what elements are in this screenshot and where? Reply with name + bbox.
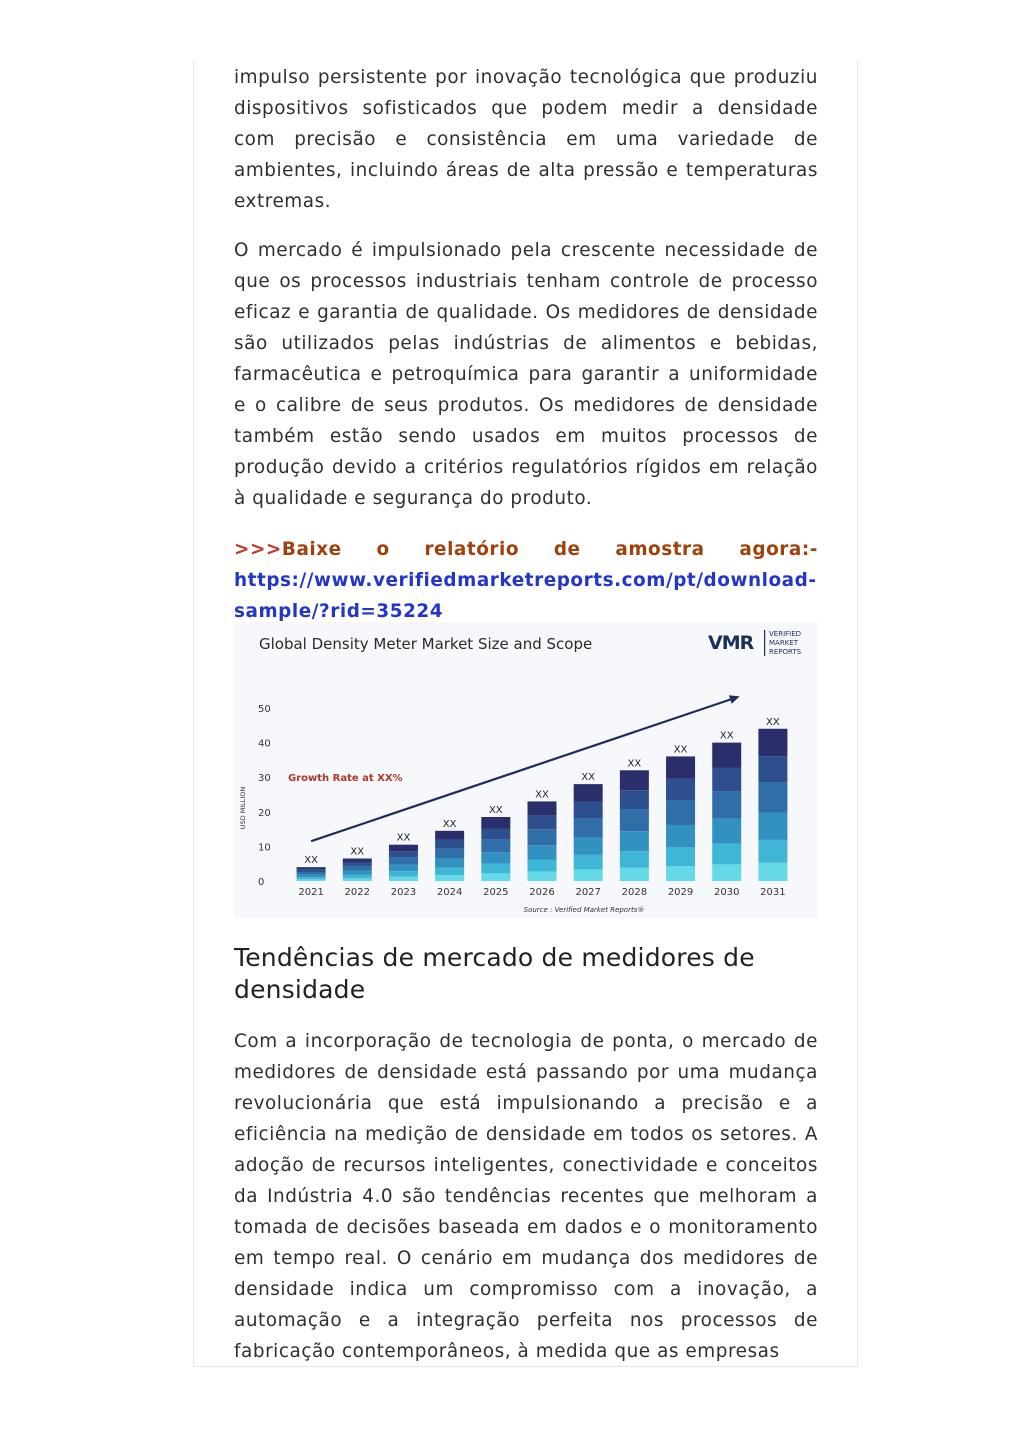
y-tick-label: 0 — [258, 877, 265, 888]
bar-segment — [712, 743, 741, 768]
bar-segment — [620, 851, 649, 868]
download-sample-cta — [234, 534, 818, 627]
vmr-logo — [708, 630, 802, 656]
bar-segment — [574, 802, 603, 818]
cta-word-amostra: amostra — [615, 539, 705, 560]
vmr-logo-line-1: VERIFIED — [769, 630, 802, 638]
bar-segment — [758, 729, 787, 756]
bar-segment — [389, 845, 418, 852]
bar-segment — [297, 877, 326, 879]
bar-segment — [712, 768, 741, 792]
article-content — [234, 62, 818, 627]
y-tick-label: 30 — [258, 773, 271, 785]
bar-segment — [528, 829, 557, 845]
bar-segment — [528, 801, 557, 815]
bar-segment — [574, 784, 603, 801]
bar-segment — [435, 867, 464, 875]
bar-segment — [758, 782, 787, 812]
bar-segment — [343, 878, 372, 881]
bar-data-label: XX — [766, 716, 780, 728]
growth-rate-annotation: Growth Rate at XX% — [288, 773, 403, 784]
bar-segment — [620, 770, 649, 790]
cta-text-line — [234, 534, 818, 565]
bar-segment — [620, 868, 649, 881]
chart-bars — [297, 717, 788, 881]
bar-segment — [528, 845, 557, 859]
cta-word-o: o — [376, 539, 390, 560]
section-heading: Tendências de mercado de medidores de densidade — [234, 943, 755, 1004]
bar-segment — [758, 840, 787, 863]
paragraph-intro: impulso persistente por inovação tecnológica que produziu dispositivos sofisticados que podem medir a densidade com precisão e consistência em uma variedade de ambientes, incluindo áreas de alta pressão e temperaturas extremas. — [234, 67, 818, 212]
bar-segment — [574, 818, 603, 837]
bar-segment — [666, 866, 695, 881]
x-tick-label: 2030 — [714, 887, 740, 898]
bar-segment — [343, 863, 372, 867]
vmr-logo-divider — [764, 630, 765, 656]
cta-word-baixe: Baixe — [281, 539, 342, 560]
bar-segment — [528, 816, 557, 830]
bar-segment — [712, 819, 741, 844]
bar-data-label: XX — [350, 846, 365, 858]
bar-segment — [620, 831, 649, 851]
bar-segment — [528, 871, 557, 881]
bar-segment — [666, 779, 695, 800]
bar-segment — [297, 879, 326, 881]
bar-segment — [435, 858, 464, 867]
cta-word-relatorio: relatório — [424, 539, 520, 560]
bar-segment — [620, 809, 649, 831]
cta-word-agora: agora:- — [739, 539, 818, 560]
vmr-logo-line-2: MARKET — [769, 639, 798, 647]
bar-data-label: XX — [719, 730, 734, 742]
y-tick-label: 10 — [258, 842, 271, 854]
bar-segment — [297, 867, 326, 869]
x-tick-label: 2023 — [390, 887, 417, 898]
bar-segment — [481, 864, 510, 874]
bar-segment — [758, 812, 787, 839]
bar-segment — [712, 864, 741, 881]
bar-segment — [435, 848, 464, 858]
bar-segment — [481, 817, 510, 829]
bar-segment — [297, 870, 326, 872]
cta-word-de: de — [553, 539, 581, 560]
bar-segment — [712, 791, 741, 819]
bar-segment — [620, 790, 649, 809]
paragraph-market-drivers: O mercado é impulsionado pela crescente necessidade de que os processos industriais tenham controle de processo eficaz e garantia de qualidade. Os medidores de densidade são utilizados pelas indústrias de alimentos e bebidas, farmacêutica e petroquímica para garantir a uniformidade e o calibre de seus produtos. Os medidores de densidade também estão sendo usados em muitos processos de produção devido a critérios regulatórios rígidos em relação à qualidade e segurança do produto. — [234, 240, 818, 509]
x-tick-label: 2031 — [760, 887, 786, 898]
bar-segment — [666, 825, 695, 847]
bar-segment — [758, 756, 787, 782]
y-tick-label: 20 — [258, 807, 271, 819]
bar-data-label: XX — [442, 818, 457, 830]
bar-segment — [481, 852, 510, 864]
chart-title: Global Density Meter Market Size and Scope — [259, 635, 593, 653]
bar-segment — [435, 875, 464, 881]
bar-segment — [574, 837, 603, 854]
x-tick-label: 2028 — [621, 887, 648, 898]
y-tick-label: 50 — [258, 704, 271, 715]
x-tick-label: 2022 — [344, 887, 370, 898]
bar-segment — [297, 875, 326, 877]
x-tick-label: 2021 — [298, 887, 324, 898]
bar-data-label: XX — [396, 832, 411, 844]
vmr-logo-mark: VMR — [708, 632, 754, 654]
cta-word-1 — [234, 534, 342, 565]
bar-segment — [758, 863, 787, 881]
bar-segment — [389, 877, 418, 881]
link-text-line-1: https://www.verifiedmarketreports.com/pt/download- — [234, 570, 817, 591]
bar-data-label: XX — [535, 789, 549, 801]
bar-segment — [528, 860, 557, 872]
bar-segment — [435, 840, 464, 849]
cta-arrows: >>> — [234, 539, 282, 560]
bar-segment — [343, 871, 372, 875]
bar-segment — [666, 800, 695, 825]
bar-data-label: XX — [627, 758, 642, 770]
bar-segment — [666, 756, 695, 778]
x-tick-label: 2027 — [575, 887, 601, 898]
bar-segment — [712, 844, 741, 865]
link-text-line-2: sample/?rid=35224 — [234, 601, 444, 622]
bar-segment — [389, 865, 418, 872]
trend-arrowhead — [729, 695, 740, 704]
bar-segment — [481, 829, 510, 840]
bar-segment — [666, 847, 695, 866]
bar-segment — [343, 875, 372, 878]
x-tick-label: 2029 — [667, 887, 694, 898]
bar-data-label: XX — [304, 855, 318, 867]
bar-segment — [574, 855, 603, 870]
chart-svg — [234, 622, 818, 918]
bar-segment — [389, 857, 418, 864]
bar-data-label: XX — [673, 744, 688, 756]
y-tick-label: 40 — [258, 738, 271, 750]
bar-segment — [343, 866, 372, 870]
bar-data-label: XX — [581, 772, 596, 784]
vmr-logo-line-3: REPORTS — [769, 648, 802, 656]
x-tick-label: 2025 — [483, 887, 509, 898]
y-axis-label: USD MILLION — [239, 786, 247, 830]
bar-segment — [389, 871, 418, 876]
paragraph-trends-container — [234, 1026, 818, 1366]
y-axis-ticks — [258, 704, 271, 888]
download-sample-link[interactable] — [234, 565, 818, 627]
x-axis-labels — [298, 887, 785, 898]
bar-segment — [435, 831, 464, 840]
bar-data-label: XX — [488, 804, 503, 816]
bar-segment — [481, 839, 510, 852]
bar-segment — [389, 851, 418, 857]
bar-segment — [574, 869, 603, 881]
chart-source: Source : Verified Market Reports® — [523, 906, 645, 914]
x-tick-label: 2024 — [436, 887, 463, 898]
market-size-chart — [234, 622, 818, 918]
bar-segment — [297, 872, 326, 875]
x-tick-label: 2026 — [529, 887, 555, 898]
paragraph-market-trends: Com a incorporação de tecnologia de ponta, o mercado de medidores de densidade está passando por uma mudança revolucionária que está impulsionando a precisão e a eficiência na medição de densidade em todos os setores. A adoção de recursos inteligentes, conectividade e conceitos da Indústria 4.0 são tendências recentes que melhoram a tomada de decisões baseada em dados e o monitoramento em tempo real. O cenário em mudança dos medidores de densidade indica um compromisso com a inovação, a automação e a integração perfeita nos processos de fabricação contemporâneos, à medida que as empresas — [234, 1031, 818, 1362]
bar-segment — [343, 859, 372, 863]
bar-segment — [481, 873, 510, 881]
